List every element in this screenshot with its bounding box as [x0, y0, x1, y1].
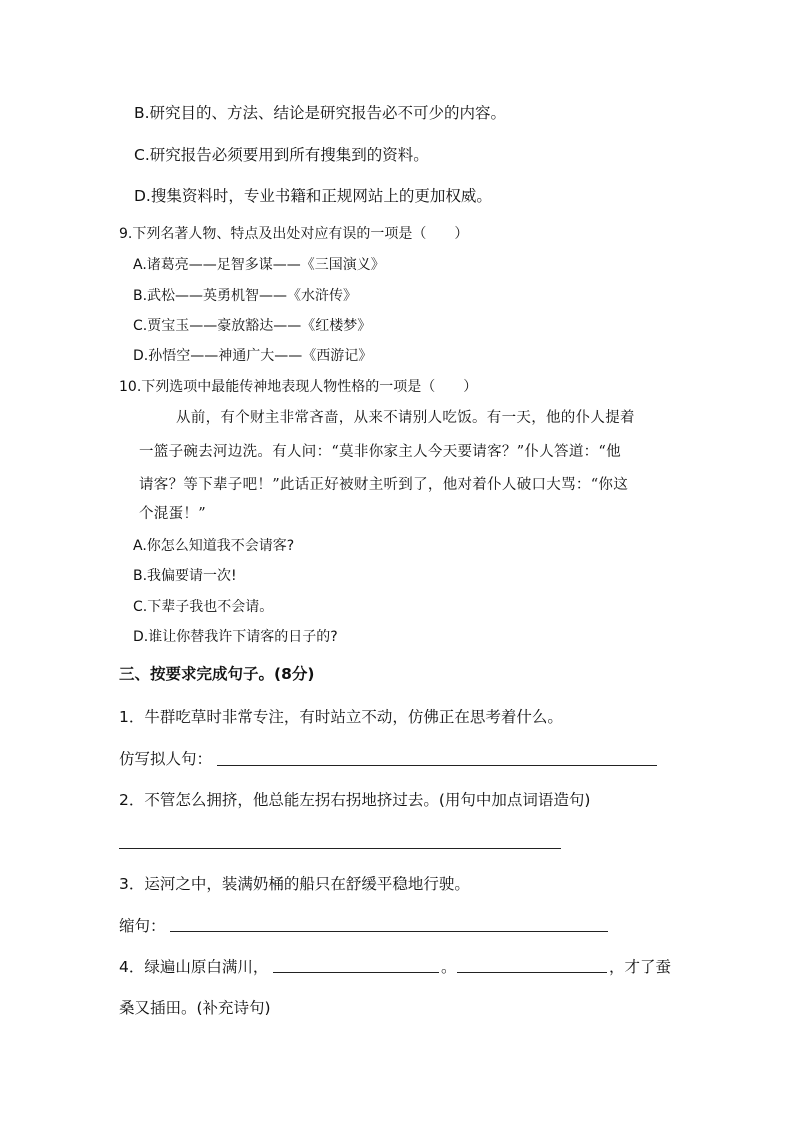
- q10-option-c: C.下辈子我也不会请。: [133, 599, 274, 615]
- q10-option-d: D.谁让你替我许下请客的日子的?: [133, 629, 338, 645]
- s3-q4-blank-1[interactable]: [273, 972, 439, 973]
- q9-stem: 9.下列名著人物、特点及出处对应有误的一项是（ ）: [119, 226, 469, 242]
- s3-q2-text: 2．不管怎么拥挤，他总能左拐右拐地挤过去。(用句中加点词语造句): [119, 791, 591, 809]
- s3-q3-text: 3．运河之中，装满奶桶的船只在舒缓平稳地行驶。: [119, 875, 470, 893]
- s3-q2-answer-line[interactable]: [119, 848, 561, 849]
- q10-passage-line: 请客？等下辈子吧！”此话正好被财主听到了，他对着仆人破口大骂：“你这: [139, 477, 629, 493]
- q10-stem: 10.下列选项中最能传神地表现人物性格的一项是（ ）: [119, 379, 478, 395]
- q8-option-b: B.研究目的、方法、结论是研究报告必不可少的内容。: [134, 104, 507, 122]
- s3-q4-part2: 。: [441, 958, 457, 976]
- s3-q1-answer-line[interactable]: [217, 765, 657, 766]
- q9-option-b: B.武松——英勇机智——《水浒传》: [133, 288, 358, 304]
- s3-q4-part3: ，才了蚕: [609, 958, 672, 976]
- q9-option-c: C.贾宝玉——豪放豁达——《红楼梦》: [133, 318, 372, 334]
- q9-option-a: A.诸葛亮——足智多谋——《三国演义》: [133, 257, 385, 273]
- q8-option-d: D.搜集资料时，专业书籍和正规网站上的更加权威。: [134, 187, 492, 205]
- s3-q1-text: 1．牛群吃草时非常专注，有时站立不动，仿佛正在思考着什么。: [119, 708, 563, 726]
- s3-q4-blank-2[interactable]: [457, 972, 607, 973]
- s3-q1-label: 仿写拟人句：: [119, 750, 213, 768]
- section-heading: 三、按要求完成句子。(8分): [119, 665, 315, 683]
- s3-q4-part1: 4．绿遍山原白满川，: [119, 958, 269, 976]
- q10-passage-line: 从前，有个财主非常吝啬，从来不请别人吃饭。有一天，他的仆人提着: [176, 410, 635, 426]
- s3-q3-label: 缩句：: [119, 917, 166, 935]
- q10-passage-line: 一篮子碗去河边洗。有人问：“莫非你家主人今天要请客？”仆人答道：“他: [139, 444, 621, 460]
- q10-option-a: A.你怎么知道我不会请客?: [133, 538, 295, 554]
- s3-q3-answer-line[interactable]: [170, 931, 608, 932]
- s3-q4-line2: 桑又插田。(补充诗句): [119, 999, 271, 1017]
- q10-option-b: B.我偏要请一次!: [133, 568, 237, 584]
- q9-option-d: D.孙悟空——神通广大——《西游记》: [133, 348, 373, 364]
- q10-passage-line: 个混蛋！”: [139, 506, 206, 522]
- q8-option-c: C.研究报告必须要用到所有搜集到的资料。: [134, 146, 429, 164]
